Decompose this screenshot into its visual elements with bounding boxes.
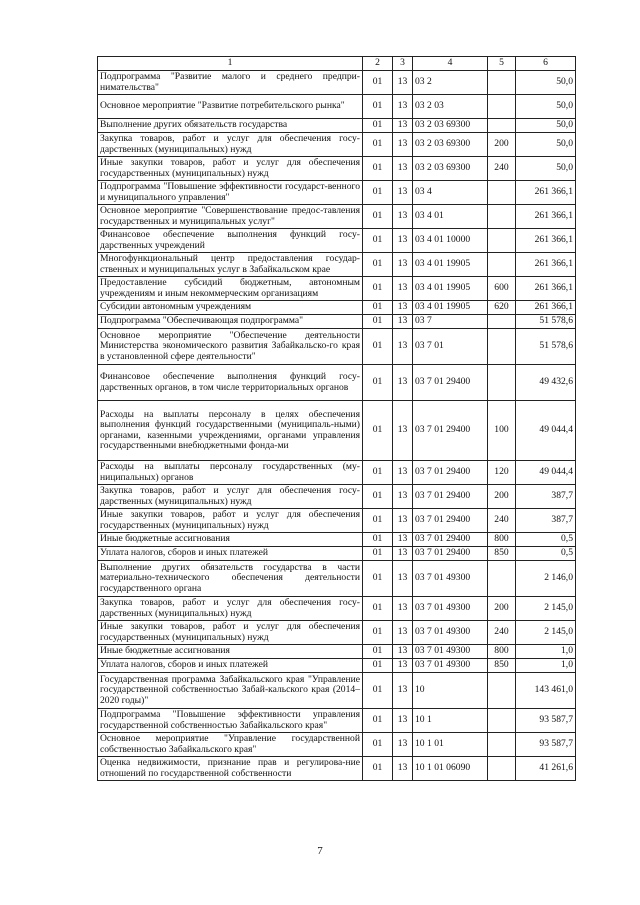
cell-target-code: 03 7 01 49300 <box>413 621 488 645</box>
cell-subsection: 13 <box>393 461 413 485</box>
cell-subsection: 13 <box>393 277 413 301</box>
cell-subsection: 13 <box>393 547 413 561</box>
cell-amount: 93 587,7 <box>516 709 576 733</box>
column-header-1: 1 <box>98 57 363 71</box>
cell-amount: 1,0 <box>516 659 576 673</box>
cell-target-code: 03 2 03 69300 <box>413 119 488 133</box>
cell-target-code: 03 2 03 69300 <box>413 133 488 157</box>
cell-amount: 0,5 <box>516 533 576 547</box>
table-row <box>98 547 576 561</box>
cell-section: 01 <box>363 757 393 781</box>
cell-expense-type: 850 <box>488 659 516 673</box>
cell-target-code: 10 1 01 06090 <box>413 757 488 781</box>
cell-subsection: 13 <box>393 533 413 547</box>
cell-target-code: 03 4 01 19905 <box>413 301 488 315</box>
cell-target-code: 03 7 01 29400 <box>413 509 488 533</box>
cell-expense-type <box>488 329 516 365</box>
cell-expense-type <box>488 561 516 597</box>
table-row <box>98 119 576 133</box>
cell-target-code: 03 4 01 19905 <box>413 253 488 277</box>
table-row <box>98 533 576 547</box>
table-row <box>98 71 576 95</box>
cell-name: Закупка товаров, работ и услуг для обеспечения госу-дарственных (муниципальных) нужд <box>98 133 363 157</box>
cell-target-code: 03 7 01 29400 <box>413 533 488 547</box>
table-row <box>98 461 576 485</box>
cell-section: 01 <box>363 401 393 461</box>
cell-amount: 41 261,6 <box>516 757 576 781</box>
cell-name: Расходы на выплаты персоналу в целях обеспечения выполнения функций государственными (муниципаль-ными) органами, казенными учреждениями, органами управления государственными внебюджетными фонда-ми <box>98 401 363 461</box>
cell-target-code: 03 7 01 49300 <box>413 561 488 597</box>
cell-expense-type <box>488 253 516 277</box>
cell-expense-type <box>488 709 516 733</box>
cell-section: 01 <box>363 277 393 301</box>
cell-section: 01 <box>363 461 393 485</box>
cell-amount: 387,7 <box>516 509 576 533</box>
cell-section: 01 <box>363 157 393 181</box>
table-row <box>98 709 576 733</box>
table-row <box>98 561 576 597</box>
cell-target-code: 10 1 01 <box>413 733 488 757</box>
cell-expense-type: 240 <box>488 621 516 645</box>
cell-expense-type: 850 <box>488 547 516 561</box>
cell-expense-type <box>488 315 516 329</box>
cell-section: 01 <box>363 645 393 659</box>
cell-amount: 2 145,0 <box>516 621 576 645</box>
column-header-6: 6 <box>516 57 576 71</box>
cell-section: 01 <box>363 561 393 597</box>
column-header-5: 5 <box>488 57 516 71</box>
cell-expense-type: 240 <box>488 157 516 181</box>
cell-section: 01 <box>363 133 393 157</box>
cell-expense-type: 600 <box>488 277 516 301</box>
cell-subsection: 13 <box>393 709 413 733</box>
cell-amount: 51 578,6 <box>516 329 576 365</box>
table-row <box>98 329 576 365</box>
table-header-row <box>98 57 576 71</box>
cell-name: Уплата налогов, сборов и иных платежей <box>98 547 363 561</box>
cell-subsection: 13 <box>393 621 413 645</box>
cell-subsection: 13 <box>393 365 413 401</box>
cell-name: Иные бюджетные ассигнования <box>98 645 363 659</box>
cell-amount: 261 366,1 <box>516 301 576 315</box>
table-row <box>98 253 576 277</box>
cell-section: 01 <box>363 119 393 133</box>
table-row <box>98 301 576 315</box>
table-row <box>98 509 576 533</box>
cell-name: Государственная программа Забайкальского края "Управление государственной собственностью Забай-кальского края (2014–2020 годы)" <box>98 673 363 709</box>
cell-name: Основное мероприятие "Обеспечение деятельности Министерства экономического развития Забайкальско-го края в установленной сфере деятельности" <box>98 329 363 365</box>
table-row <box>98 133 576 157</box>
cell-subsection: 13 <box>393 315 413 329</box>
cell-amount: 51 578,6 <box>516 315 576 329</box>
cell-section: 01 <box>363 597 393 621</box>
table-row <box>98 181 576 205</box>
table-row <box>98 659 576 673</box>
cell-subsection: 13 <box>393 733 413 757</box>
cell-expense-type <box>488 229 516 253</box>
cell-section: 01 <box>363 733 393 757</box>
table-row <box>98 95 576 119</box>
cell-name: Иные закупки товаров, работ и услуг для обеспечения государственных (муниципальных) нужд <box>98 509 363 533</box>
cell-subsection: 13 <box>393 181 413 205</box>
cell-target-code: 03 7 01 29400 <box>413 365 488 401</box>
cell-amount: 50,0 <box>516 157 576 181</box>
cell-target-code: 03 7 <box>413 315 488 329</box>
cell-section: 01 <box>363 365 393 401</box>
cell-name: Иные закупки товаров, работ и услуг для обеспечения государственных (муниципальных) нужд <box>98 157 363 181</box>
cell-name: Финансовое обеспечение выполнения функций госу-дарственных органов, в том числе территориальных органов <box>98 365 363 401</box>
cell-subsection: 13 <box>393 71 413 95</box>
cell-target-code: 03 7 01 29400 <box>413 485 488 509</box>
cell-section: 01 <box>363 709 393 733</box>
cell-section: 01 <box>363 229 393 253</box>
cell-subsection: 13 <box>393 329 413 365</box>
cell-expense-type: 240 <box>488 509 516 533</box>
cell-amount: 261 366,1 <box>516 277 576 301</box>
cell-name: Финансовое обеспечение выполнения функций госу-дарственных учреждений <box>98 229 363 253</box>
cell-expense-type <box>488 205 516 229</box>
budget-table <box>97 56 576 781</box>
cell-target-code: 03 2 <box>413 71 488 95</box>
cell-subsection: 13 <box>393 157 413 181</box>
cell-subsection: 13 <box>393 401 413 461</box>
column-header-3: 3 <box>393 57 413 71</box>
table-row <box>98 229 576 253</box>
table-row <box>98 205 576 229</box>
cell-amount: 261 366,1 <box>516 181 576 205</box>
table-row <box>98 277 576 301</box>
cell-subsection: 13 <box>393 301 413 315</box>
table-row <box>98 485 576 509</box>
cell-name: Подпрограмма "Повышение эффективности государст-венного и муниципального управления" <box>98 181 363 205</box>
cell-target-code: 03 7 01 29400 <box>413 547 488 561</box>
cell-target-code: 03 4 01 <box>413 205 488 229</box>
cell-amount: 93 587,7 <box>516 733 576 757</box>
cell-section: 01 <box>363 329 393 365</box>
cell-subsection: 13 <box>393 659 413 673</box>
cell-section: 01 <box>363 485 393 509</box>
cell-section: 01 <box>363 509 393 533</box>
cell-amount: 2 145,0 <box>516 597 576 621</box>
cell-subsection: 13 <box>393 509 413 533</box>
cell-amount: 49 044,4 <box>516 401 576 461</box>
cell-name: Многофункциональный центр предоставления государ-ственных и муниципальных услуг в Забайкальском крае <box>98 253 363 277</box>
cell-name: Оценка недвижимости, признание прав и регулирова-ние отношений по государственной собственности <box>98 757 363 781</box>
cell-name: Уплата налогов, сборов и иных платежей <box>98 659 363 673</box>
cell-expense-type <box>488 365 516 401</box>
cell-expense-type: 200 <box>488 485 516 509</box>
cell-name: Расходы на выплаты персоналу государственных (му-ниципальных) органов <box>98 461 363 485</box>
cell-amount: 50,0 <box>516 71 576 95</box>
cell-target-code: 10 1 <box>413 709 488 733</box>
cell-section: 01 <box>363 253 393 277</box>
cell-subsection: 13 <box>393 757 413 781</box>
cell-section: 01 <box>363 301 393 315</box>
cell-target-code: 03 2 03 69300 <box>413 157 488 181</box>
cell-name: Выполнение других обязательств государства <box>98 119 363 133</box>
cell-expense-type <box>488 757 516 781</box>
cell-expense-type: 200 <box>488 597 516 621</box>
cell-subsection: 13 <box>393 229 413 253</box>
cell-section: 01 <box>363 315 393 329</box>
cell-section: 01 <box>363 533 393 547</box>
cell-subsection: 13 <box>393 133 413 157</box>
cell-amount: 1,0 <box>516 645 576 659</box>
cell-amount: 50,0 <box>516 133 576 157</box>
cell-name: Выполнение других обязательств государства в части материально-технического обеспечения деятельности государственного органа <box>98 561 363 597</box>
cell-subsection: 13 <box>393 673 413 709</box>
cell-amount: 49 044,4 <box>516 461 576 485</box>
cell-amount: 50,0 <box>516 119 576 133</box>
cell-name: Основное мероприятие "Развитие потребительского рынка" <box>98 95 363 119</box>
cell-target-code: 10 <box>413 673 488 709</box>
cell-name: Предоставление субсидий бюджетным, автономным учреждениям и иным некоммерческим организациям <box>98 277 363 301</box>
cell-target-code: 03 7 01 <box>413 329 488 365</box>
cell-amount: 2 146,0 <box>516 561 576 597</box>
cell-name: Подпрограмма "Обеспечивающая подпрограмма" <box>98 315 363 329</box>
cell-expense-type <box>488 181 516 205</box>
cell-expense-type <box>488 119 516 133</box>
cell-target-code: 03 4 01 19905 <box>413 277 488 301</box>
cell-name: Подпрограмма "Повышение эффективности управления государственной собственностью Забайкальского края" <box>98 709 363 733</box>
table-row <box>98 157 576 181</box>
cell-name: Подпрограмма "Развитие малого и среднего предпри-нимательства" <box>98 71 363 95</box>
cell-target-code: 03 7 01 49300 <box>413 645 488 659</box>
table-row <box>98 365 576 401</box>
cell-target-code: 03 4 <box>413 181 488 205</box>
cell-name: Иные бюджетные ассигнования <box>98 533 363 547</box>
cell-subsection: 13 <box>393 119 413 133</box>
cell-expense-type: 620 <box>488 301 516 315</box>
cell-expense-type <box>488 95 516 119</box>
cell-name: Закупка товаров, работ и услуг для обеспечения госу-дарственных (муниципальных) нужд <box>98 485 363 509</box>
cell-section: 01 <box>363 181 393 205</box>
table-row <box>98 645 576 659</box>
cell-subsection: 13 <box>393 485 413 509</box>
cell-subsection: 13 <box>393 645 413 659</box>
cell-expense-type <box>488 733 516 757</box>
cell-expense-type <box>488 673 516 709</box>
cell-subsection: 13 <box>393 253 413 277</box>
cell-expense-type: 120 <box>488 461 516 485</box>
page-number: 7 <box>317 845 323 857</box>
cell-name: Иные закупки товаров, работ и услуг для обеспечения государственных (муниципальных) нужд <box>98 621 363 645</box>
cell-target-code: 03 7 01 29400 <box>413 401 488 461</box>
table-row <box>98 757 576 781</box>
cell-expense-type: 800 <box>488 533 516 547</box>
column-header-4: 4 <box>413 57 488 71</box>
cell-amount: 387,7 <box>516 485 576 509</box>
table-row <box>98 315 576 329</box>
cell-amount: 49 432,6 <box>516 365 576 401</box>
table-row <box>98 597 576 621</box>
cell-section: 01 <box>363 547 393 561</box>
cell-name: Основное мероприятие "Управление государственной собственностью Забайкальского края" <box>98 733 363 757</box>
cell-amount: 0,5 <box>516 547 576 561</box>
cell-subsection: 13 <box>393 561 413 597</box>
cell-subsection: 13 <box>393 205 413 229</box>
column-header-2: 2 <box>363 57 393 71</box>
cell-amount: 50,0 <box>516 95 576 119</box>
cell-expense-type: 800 <box>488 645 516 659</box>
cell-subsection: 13 <box>393 597 413 621</box>
cell-name: Субсидии автономным учреждениям <box>98 301 363 315</box>
cell-section: 01 <box>363 621 393 645</box>
cell-name: Закупка товаров, работ и услуг для обеспечения госу-дарственных (муниципальных) нужд <box>98 597 363 621</box>
cell-expense-type: 100 <box>488 401 516 461</box>
table-row <box>98 673 576 709</box>
table-row <box>98 621 576 645</box>
cell-section: 01 <box>363 71 393 95</box>
cell-section: 01 <box>363 673 393 709</box>
cell-target-code: 03 2 03 <box>413 95 488 119</box>
cell-target-code: 03 4 01 10000 <box>413 229 488 253</box>
cell-section: 01 <box>363 659 393 673</box>
cell-expense-type: 200 <box>488 133 516 157</box>
cell-subsection: 13 <box>393 95 413 119</box>
cell-amount: 143 461,0 <box>516 673 576 709</box>
cell-name: Основное мероприятие "Совершенствование предос-тавления государственных и муниципальных услуг" <box>98 205 363 229</box>
cell-amount: 261 366,1 <box>516 229 576 253</box>
table-body <box>98 71 576 781</box>
cell-expense-type <box>488 71 516 95</box>
table-row <box>98 733 576 757</box>
cell-amount: 261 366,1 <box>516 205 576 229</box>
table-row <box>98 401 576 461</box>
cell-target-code: 03 7 01 29400 <box>413 461 488 485</box>
cell-target-code: 03 7 01 49300 <box>413 597 488 621</box>
cell-amount: 261 366,1 <box>516 253 576 277</box>
cell-target-code: 03 7 01 49300 <box>413 659 488 673</box>
cell-section: 01 <box>363 205 393 229</box>
cell-section: 01 <box>363 95 393 119</box>
